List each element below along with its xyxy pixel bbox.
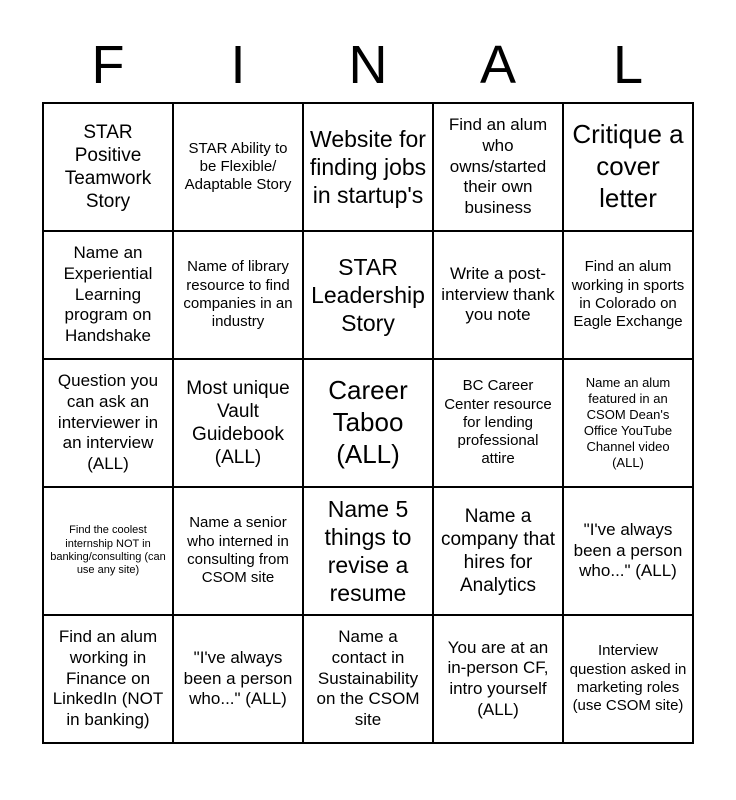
bingo-cell[interactable]: Name 5 things to revise a resume — [303, 487, 433, 615]
bingo-cell[interactable]: Career Taboo (ALL) — [303, 359, 433, 487]
title-letter-5: L — [612, 35, 644, 95]
bingo-cell[interactable]: Name an Experiential Learning program on Handshake — [43, 231, 173, 359]
bingo-cell[interactable]: Find the coolest internship NOT in banking/consulting (can use any site) — [43, 487, 173, 615]
bingo-cell[interactable]: Name a company that hires for Analytics — [433, 487, 563, 615]
bingo-row — [43, 359, 693, 487]
title-letter-3: N — [348, 35, 388, 95]
bingo-cell[interactable]: You are at an in-person CF, intro yourself (ALL) — [433, 615, 563, 743]
title-letter-2: I — [230, 35, 246, 95]
bingo-cell[interactable]: Find an alum working in Finance on LinkedIn (NOT in banking) — [43, 615, 173, 743]
bingo-cell[interactable]: Critique a cover letter — [563, 103, 693, 231]
title-letter-1: F — [91, 35, 125, 95]
bingo-row — [43, 231, 693, 359]
bingo-grid — [42, 102, 694, 744]
bingo-cell[interactable]: Find an alum working in sports in Colorado on Eagle Exchange — [563, 231, 693, 359]
bingo-cell[interactable]: STAR Positive Teamwork Story — [43, 103, 173, 231]
bingo-cell[interactable]: Find an alum who owns/started their own business — [433, 103, 563, 231]
bingo-cell[interactable]: Website for finding jobs in startup's — [303, 103, 433, 231]
bingo-cell[interactable]: Question you can ask an interviewer in an interview (ALL) — [43, 359, 173, 487]
bingo-cell[interactable]: STAR Ability to be Flexible/ Adaptable Story — [173, 103, 303, 231]
bingo-cell[interactable]: Name an alum featured in an CSOM Dean's Office YouTube Channel video (ALL) — [563, 359, 693, 487]
bingo-cell[interactable]: Write a post-interview thank you note — [433, 231, 563, 359]
bingo-cell[interactable]: BC Career Center resource for lending professional attire — [433, 359, 563, 487]
bingo-row — [43, 487, 693, 615]
bingo-cell[interactable]: Name a senior who interned in consulting from CSOM site — [173, 487, 303, 615]
bingo-cell[interactable]: Most unique Vault Guidebook (ALL) — [173, 359, 303, 487]
bingo-cell[interactable]: "I've always been a person who..." (ALL) — [563, 487, 693, 615]
bingo-cell[interactable]: Name a contact in Sustainability on the CSOM site — [303, 615, 433, 743]
bingo-cell[interactable]: "I've always been a person who..." (ALL) — [173, 615, 303, 743]
bingo-title — [43, 0, 693, 102]
bingo-row — [43, 103, 693, 231]
bingo-cell[interactable]: Interview question asked in marketing roles (use CSOM site) — [563, 615, 693, 743]
bingo-cell[interactable]: STAR Leadership Story — [303, 231, 433, 359]
title-letter-4: A — [479, 35, 517, 95]
bingo-cell[interactable]: Name of library resource to find companies in an industry — [173, 231, 303, 359]
bingo-row — [43, 615, 693, 743]
